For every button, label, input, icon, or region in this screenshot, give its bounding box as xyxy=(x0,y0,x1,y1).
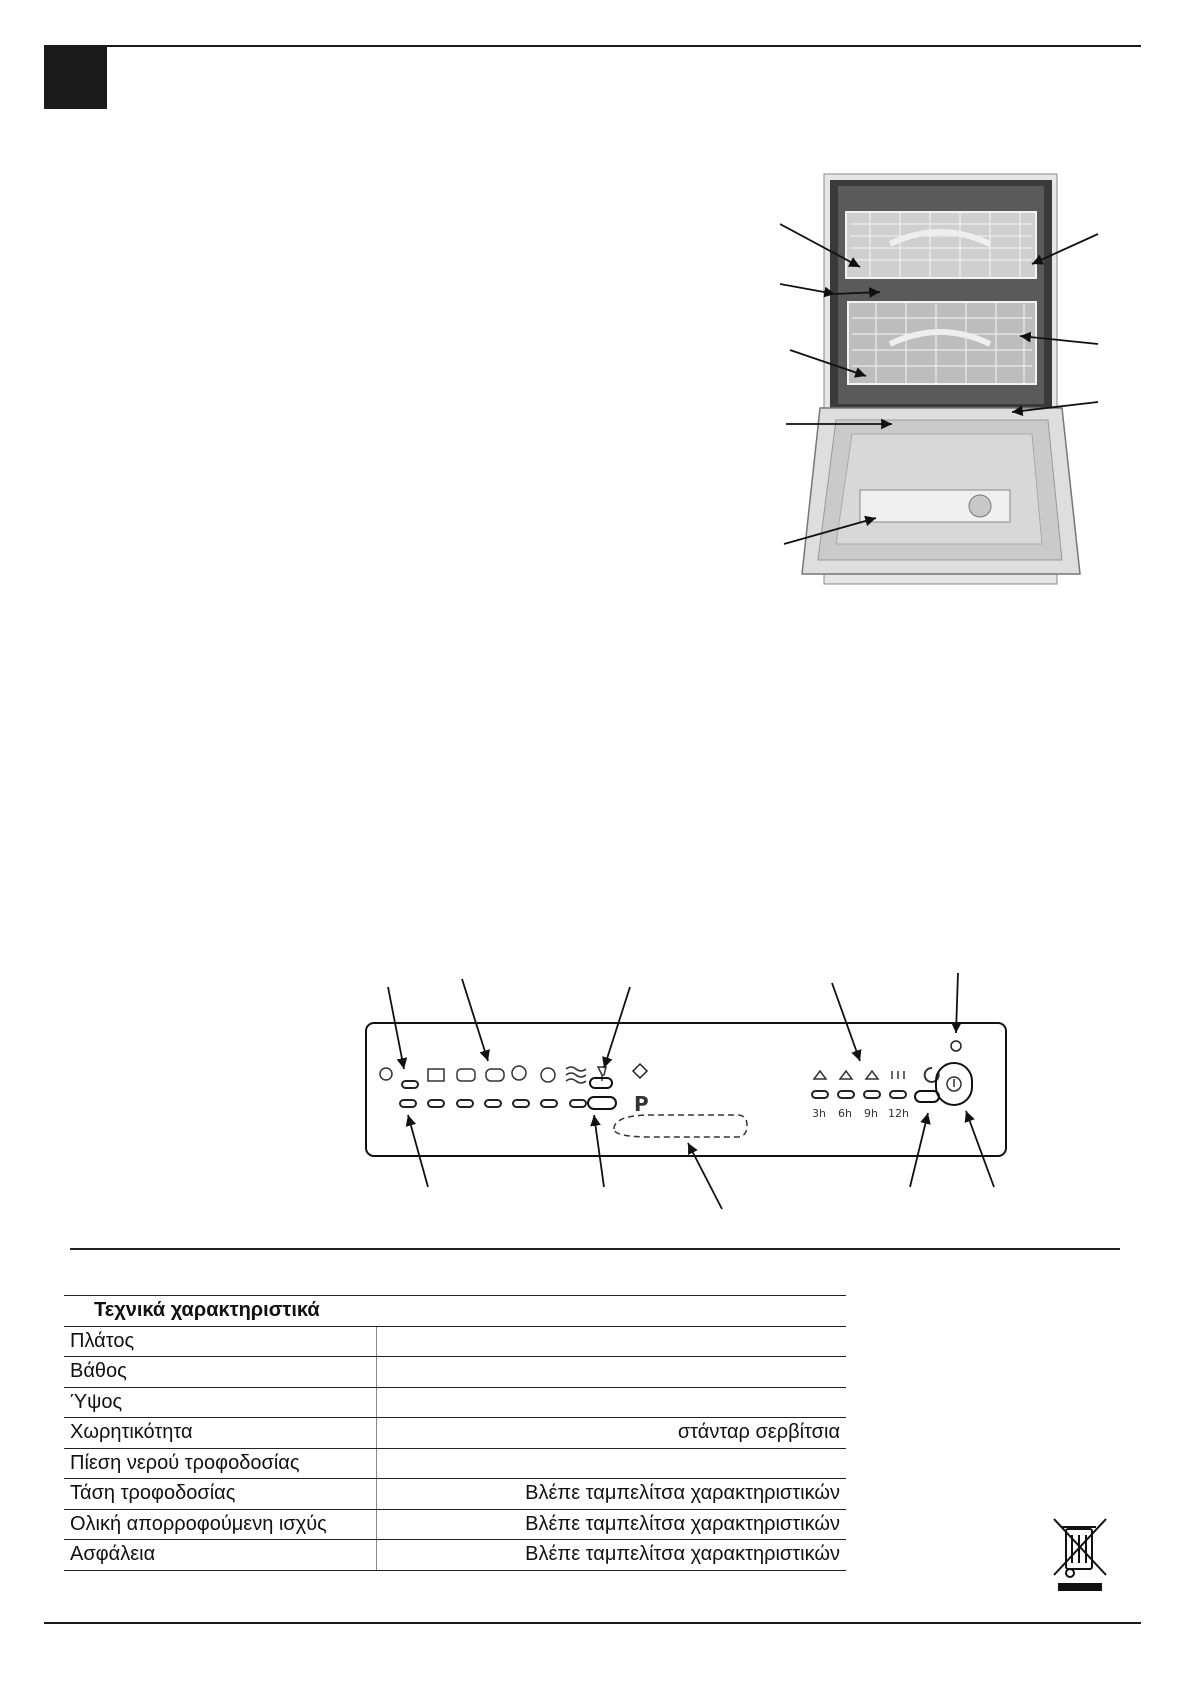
spec-label: Τάση τροφοδοσίας xyxy=(64,1479,377,1510)
spec-value: Βλέπε ταμπελίτσα χαρακτηριστικών xyxy=(377,1479,847,1510)
program-letter: P xyxy=(634,1092,649,1116)
crossed-out-bin-icon xyxy=(1050,1515,1110,1593)
specs-table xyxy=(64,1295,846,1571)
spec-label: Ασφάλεια xyxy=(64,1540,377,1571)
spec-label: Ύψος xyxy=(64,1387,377,1418)
spec-value: στάνταρ σερβίτσια xyxy=(377,1418,847,1449)
specs-title: Τεχνικά χαρακτηριστικά xyxy=(64,1296,846,1327)
table-row xyxy=(64,1326,846,1357)
control-panel-diagram xyxy=(352,965,1072,1225)
spec-value xyxy=(377,1448,847,1479)
specs-header-row xyxy=(64,1296,846,1327)
dishwasher-photo xyxy=(780,172,1100,590)
spec-value xyxy=(377,1326,847,1357)
delay-label-12h: 12h xyxy=(888,1107,909,1120)
bottom-rule xyxy=(44,1622,1141,1624)
spec-value: Βλέπε ταμπελίτσα χαρακτηριστικών xyxy=(377,1509,847,1540)
table-row xyxy=(64,1509,846,1540)
table-row xyxy=(64,1448,846,1479)
spec-label: Πλάτος xyxy=(64,1326,377,1357)
table-row xyxy=(64,1357,846,1388)
table-row xyxy=(64,1479,846,1510)
delay-label-9h: 9h xyxy=(864,1107,878,1120)
table-row xyxy=(64,1387,846,1418)
spec-label: Πίεση νερού τροφοδοσίας xyxy=(64,1448,377,1479)
spec-label: Ολική απορροφούμενη ισχύς xyxy=(64,1509,377,1540)
section-divider xyxy=(70,1248,1120,1250)
delay-label-6h: 6h xyxy=(838,1107,852,1120)
section-marker xyxy=(44,46,107,109)
spec-label: Χωρητικότητα xyxy=(64,1418,377,1449)
delay-label-3h: 3h xyxy=(812,1107,826,1120)
table-row xyxy=(64,1540,846,1571)
spec-value xyxy=(377,1357,847,1388)
spec-value xyxy=(377,1387,847,1418)
table-row xyxy=(64,1418,846,1449)
top-rule xyxy=(44,45,1141,47)
spec-value: Βλέπε ταμπελίτσα χαρακτηριστικών xyxy=(377,1540,847,1571)
spec-label: Βάθος xyxy=(64,1357,377,1388)
